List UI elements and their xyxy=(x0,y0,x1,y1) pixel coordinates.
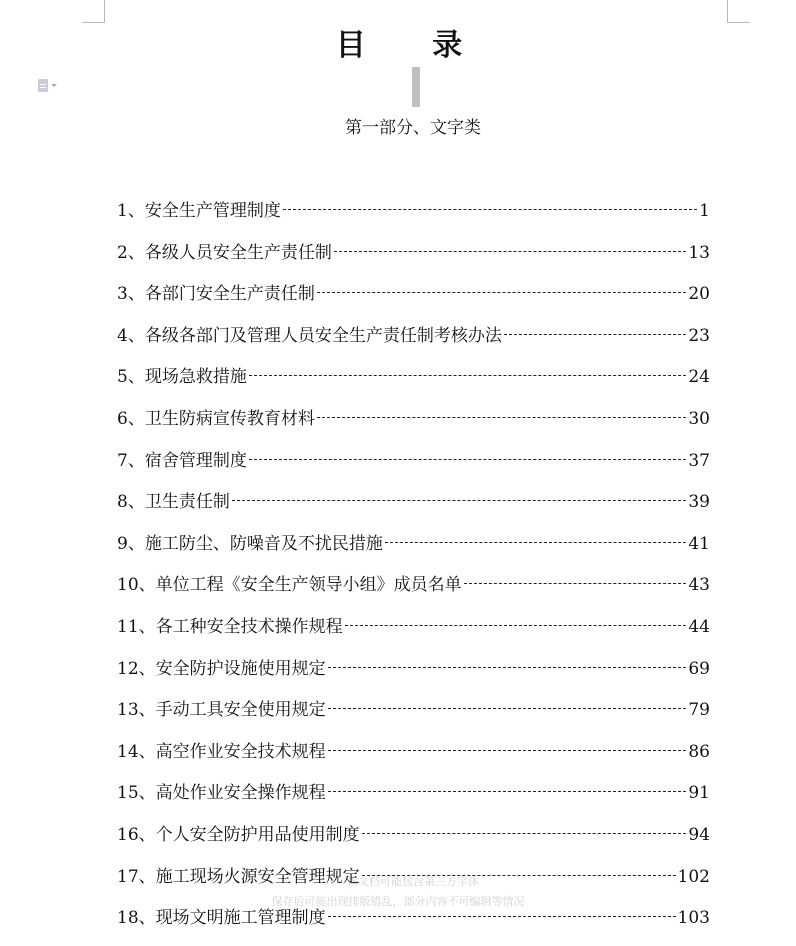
toc-entry-number: 3、 xyxy=(117,284,145,305)
document-format-icon[interactable] xyxy=(38,77,64,93)
toc-entry-number: 7、 xyxy=(117,450,145,471)
toc-entry[interactable] xyxy=(117,696,710,738)
toc-entry-page-number: 24 xyxy=(688,367,710,388)
toc-dot-leader xyxy=(334,250,687,252)
toc-entry-number: 14、 xyxy=(117,741,156,762)
toc-entry-page-number: 37 xyxy=(688,450,710,471)
toc-entry[interactable] xyxy=(117,530,710,572)
toc-entry[interactable] xyxy=(117,613,710,655)
toc-entry-label: 单位工程《安全生产领导小组》成员名单 xyxy=(155,575,462,596)
toc-entry-number: 15、 xyxy=(117,783,156,804)
toc-entry-number: 4、 xyxy=(117,325,145,346)
toc-entry-page-number: 91 xyxy=(688,783,710,804)
toc-entry-label: 各级各部门及管理人员安全生产责任制考核办法 xyxy=(144,325,502,346)
page-title: 目 录 xyxy=(335,28,491,63)
toc-entry-number: 5、 xyxy=(117,367,145,388)
layout-warning-notice: 保存后可能出现排版错乱，部分内容不可编辑等情况 xyxy=(271,895,525,908)
toc-dot-leader xyxy=(317,291,687,293)
toc-dot-leader xyxy=(328,790,687,792)
toc-dot-leader xyxy=(232,499,687,501)
toc-entry-number: 1、 xyxy=(117,201,145,221)
toc-entry[interactable] xyxy=(117,655,710,697)
toc-dot-leader xyxy=(328,666,687,668)
toc-entry-number: 8、 xyxy=(117,492,145,513)
toc-entry[interactable] xyxy=(117,821,710,863)
toc-entry-number: 13、 xyxy=(117,700,156,721)
toc-entry-page-number: 86 xyxy=(688,741,710,762)
toc-entry-label: 卫生防病宣传教育材料 xyxy=(144,408,315,429)
toc-entry-label: 现场急救措施 xyxy=(144,367,247,388)
toc-dot-leader xyxy=(249,458,687,460)
text-cursor xyxy=(412,67,420,107)
toc-entry-page-number: 44 xyxy=(688,616,710,637)
toc-entry-label: 高空作业安全技术规程 xyxy=(155,741,326,762)
toc-entry[interactable] xyxy=(117,239,710,281)
toc-dot-leader xyxy=(464,582,687,584)
toc-entry[interactable] xyxy=(117,405,710,447)
toc-entry-page-number: 79 xyxy=(688,700,710,721)
toc-entry-page-number: 43 xyxy=(688,575,710,596)
toc-dot-leader xyxy=(345,624,687,626)
toc-entry[interactable] xyxy=(117,863,710,905)
toc-dot-leader xyxy=(385,541,687,543)
crop-mark-top-left xyxy=(82,0,105,23)
toc-entry-page-number: 94 xyxy=(688,824,710,845)
toc-dot-leader xyxy=(249,374,687,376)
toc-entry-number: 16、 xyxy=(117,824,156,845)
toc-entry[interactable] xyxy=(117,447,710,489)
toc-dot-leader xyxy=(328,707,687,709)
toc-entry[interactable] xyxy=(117,488,710,530)
toc-entry[interactable] xyxy=(117,571,710,613)
toc-entry-label: 安全生产管理制度 xyxy=(144,201,281,221)
toc-dot-leader xyxy=(362,832,687,834)
toc-entry-number: 18、 xyxy=(117,908,156,929)
toc-entry-number: 12、 xyxy=(117,658,156,679)
toc-entry-page-number: 13 xyxy=(688,242,710,263)
toc-dot-leader xyxy=(328,915,676,917)
table-of-contents xyxy=(117,197,710,946)
toc-entry-number: 17、 xyxy=(117,866,156,887)
section-subtitle: 第一部分、文字类 xyxy=(345,118,481,138)
toc-entry[interactable] xyxy=(117,280,710,322)
toc-dot-leader xyxy=(504,333,687,335)
toc-entry-page-number: 69 xyxy=(688,658,710,679)
toc-entry-label: 现场文明施工管理制度 xyxy=(155,908,326,929)
toc-entry-page-number: 103 xyxy=(677,908,710,929)
toc-entry[interactable] xyxy=(117,904,710,946)
toc-entry-page-number: 1 xyxy=(699,201,710,221)
toc-entry-number: 2、 xyxy=(117,242,145,263)
toc-entry[interactable] xyxy=(117,738,710,780)
toc-entry-label: 宿舍管理制度 xyxy=(144,450,247,471)
toc-entry-label: 施工现场火源安全管理规定 xyxy=(155,866,360,887)
toc-entry-page-number: 39 xyxy=(688,492,710,513)
toc-entry[interactable] xyxy=(117,779,710,821)
toc-entry-label: 卫生责任制 xyxy=(144,492,230,513)
toc-entry-label: 各部门安全生产责任制 xyxy=(144,284,315,305)
toc-entry-label: 个人安全防护用品使用制度 xyxy=(155,824,360,845)
toc-entry-label: 手动工具安全使用规定 xyxy=(155,700,326,721)
toc-entry-page-number: 30 xyxy=(688,408,710,429)
toc-dot-leader xyxy=(283,208,697,210)
toc-entry-page-number: 23 xyxy=(688,325,710,346)
toc-entry-page-number: 20 xyxy=(688,284,710,305)
page-sheet-icon xyxy=(38,79,48,92)
toc-entry[interactable] xyxy=(117,363,710,405)
toc-entry-label: 高处作业安全操作规程 xyxy=(155,783,326,804)
toc-entry[interactable] xyxy=(117,197,710,239)
chevron-down-icon xyxy=(51,84,57,87)
toc-entry-number: 9、 xyxy=(117,533,145,554)
toc-entry-number: 10、 xyxy=(117,575,156,596)
toc-entry-number: 11、 xyxy=(117,616,156,637)
toc-dot-leader xyxy=(328,749,687,751)
toc-entry-page-number: 41 xyxy=(688,533,710,554)
toc-entry-label: 各级人员安全生产责任制 xyxy=(144,242,332,263)
toc-dot-leader xyxy=(362,874,676,876)
toc-dot-leader xyxy=(317,416,687,418)
toc-entry-label: 安全防护设施使用规定 xyxy=(155,658,326,679)
toc-entry-page-number: 102 xyxy=(677,866,710,887)
toc-entry-number: 6、 xyxy=(117,408,145,429)
toc-entry[interactable] xyxy=(117,322,710,364)
font-warning-notice: 该文档可能包含第三方字体 xyxy=(347,875,479,888)
crop-mark-top-right xyxy=(727,0,750,23)
toc-entry-label: 施工防尘、防噪音及不扰民措施 xyxy=(144,533,383,554)
toc-entry-label: 各工种安全技术操作规程 xyxy=(155,616,343,637)
